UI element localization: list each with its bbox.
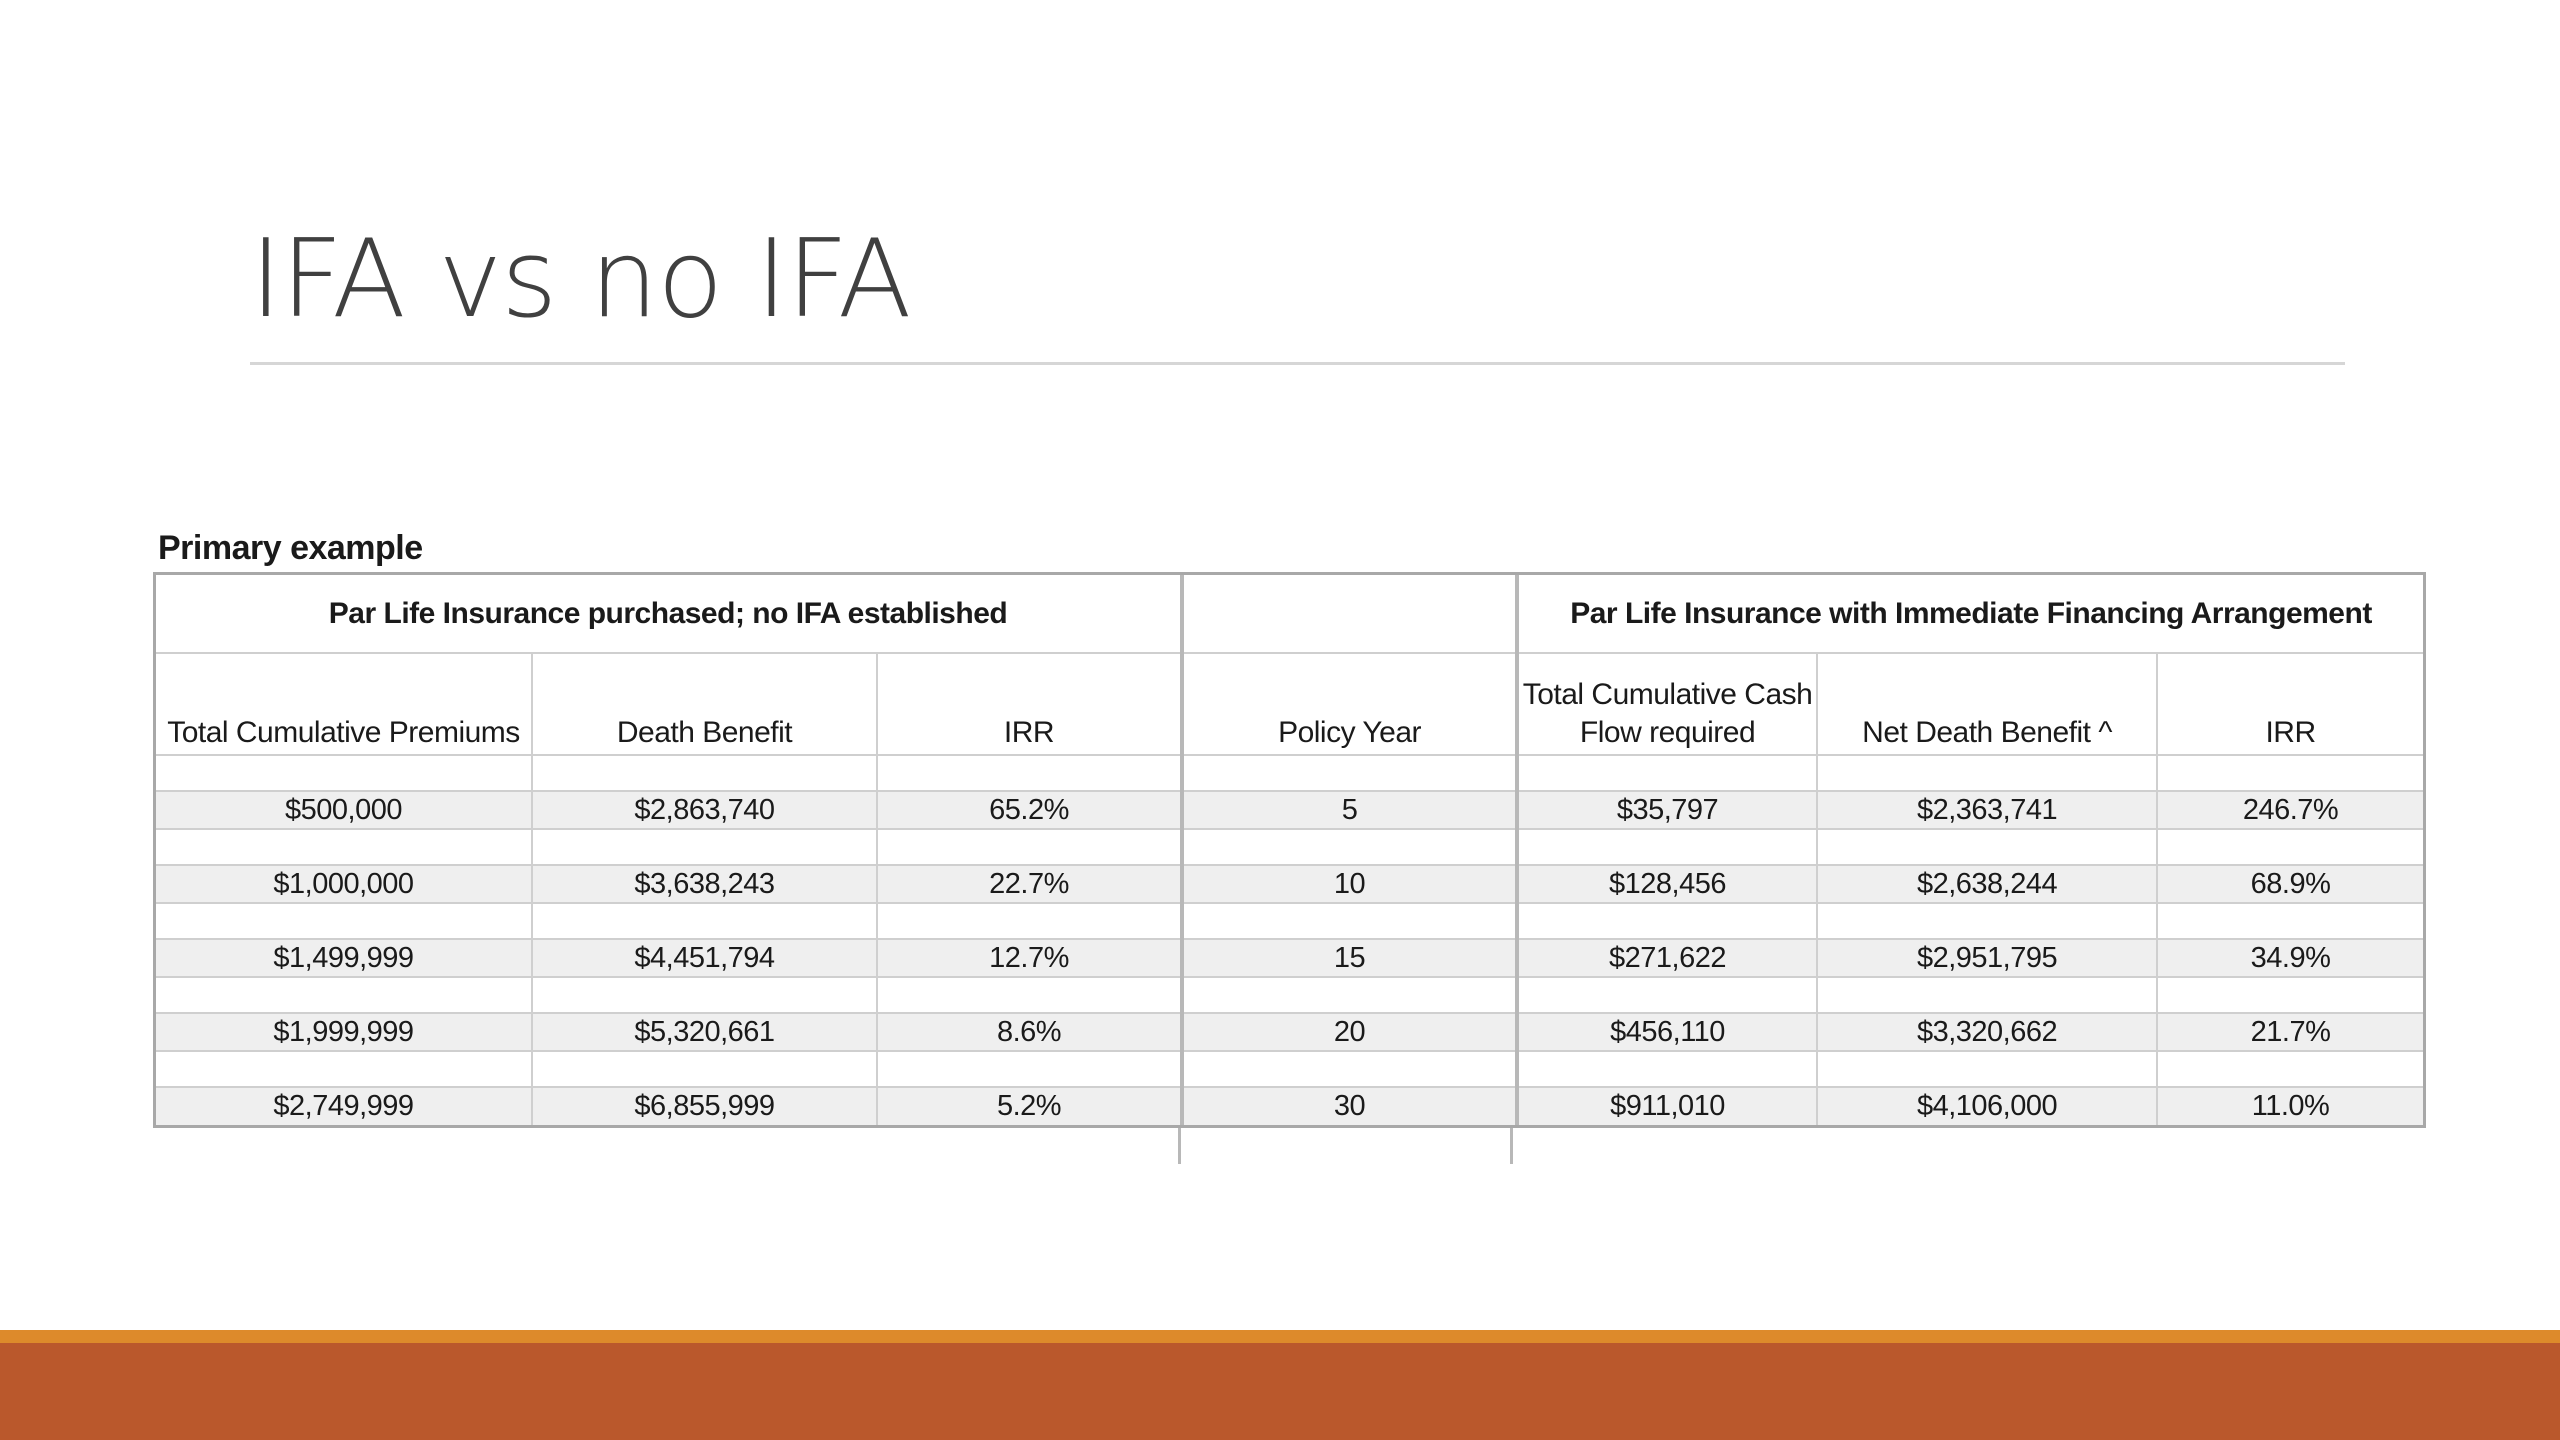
- cell-irr-no-ifa: 8.6%: [877, 1013, 1182, 1051]
- cell-premiums: $1,499,999: [156, 939, 532, 977]
- cell-irr-no-ifa: 12.7%: [877, 939, 1182, 977]
- cell-irr-no-ifa: 5.2%: [877, 1087, 1182, 1125]
- cell-death-benefit: $2,863,740: [532, 791, 877, 829]
- cell-cash-flow: $456,110: [1517, 1013, 1817, 1051]
- column-header-row: [156, 653, 2423, 755]
- col-header-death-benefit: Death Benefit: [532, 653, 877, 755]
- footer-band: [0, 1343, 2560, 1440]
- cell-premiums: $1,000,000: [156, 865, 532, 903]
- spacer-row: [156, 1051, 2423, 1087]
- cell-irr-ifa: 34.9%: [2157, 939, 2423, 977]
- slide-title: IFA vs no IFA: [250, 217, 911, 342]
- table-row: [156, 1013, 2423, 1051]
- example-label: Primary example: [158, 529, 423, 567]
- cell-cash-flow: $35,797: [1517, 791, 1817, 829]
- cell-net-death-benefit: $2,638,244: [1817, 865, 2157, 903]
- cell-irr-ifa: 246.7%: [2157, 791, 2423, 829]
- col-header-total-cumulative-cash-flow: Total Cumulative Cash Flow required: [1517, 653, 1817, 755]
- cell-net-death-benefit: $2,951,795: [1817, 939, 2157, 977]
- cell-death-benefit: $5,320,661: [532, 1013, 877, 1051]
- cell-policy-year: 10: [1182, 865, 1517, 903]
- col-header-net-death-benefit: Net Death Benefit ^: [1817, 653, 2157, 755]
- cell-irr-ifa: 68.9%: [2157, 865, 2423, 903]
- cell-net-death-benefit: $3,320,662: [1817, 1013, 2157, 1051]
- group-header-no-ifa: Par Life Insurance purchased; no IFA established: [156, 575, 1182, 653]
- cell-policy-year: 5: [1182, 791, 1517, 829]
- spacer-row: [156, 755, 2423, 791]
- cell-death-benefit: $3,638,243: [532, 865, 877, 903]
- cell-policy-year: 20: [1182, 1013, 1517, 1051]
- group-header-ifa: Par Life Insurance with Immediate Financing Arrangement: [1517, 575, 2423, 653]
- spacer-row: [156, 977, 2423, 1013]
- col-header-policy-year: Policy Year: [1182, 653, 1517, 755]
- cell-net-death-benefit: $2,363,741: [1817, 791, 2157, 829]
- table-row: [156, 865, 2423, 903]
- cell-death-benefit: $4,451,794: [532, 939, 877, 977]
- cell-premiums: $2,749,999: [156, 1087, 532, 1125]
- cell-cash-flow: $271,622: [1517, 939, 1817, 977]
- col-header-irr-no-ifa: IRR: [877, 653, 1182, 755]
- footer-accent-stripe: [0, 1330, 2560, 1343]
- cell-irr-no-ifa: 22.7%: [877, 865, 1182, 903]
- spacer-row: [156, 829, 2423, 865]
- cell-irr-no-ifa: 65.2%: [877, 791, 1182, 829]
- cell-premiums: $1,999,999: [156, 1013, 532, 1051]
- cell-net-death-benefit: $4,106,000: [1817, 1087, 2157, 1125]
- cell-premiums: $500,000: [156, 791, 532, 829]
- col-header-total-cumulative-premiums: Total Cumulative Premiums: [156, 653, 532, 755]
- cell-irr-ifa: 11.0%: [2157, 1087, 2423, 1125]
- cell-policy-year: 30: [1182, 1087, 1517, 1125]
- cell-cash-flow: $911,010: [1517, 1087, 1817, 1125]
- comparison-table: [153, 572, 2426, 1128]
- table-row: [156, 791, 2423, 829]
- title-divider: [250, 362, 2345, 365]
- cell-irr-ifa: 21.7%: [2157, 1013, 2423, 1051]
- table-row: [156, 939, 2423, 977]
- group-header-middle: [1182, 575, 1517, 653]
- spacer-row: [156, 903, 2423, 939]
- group-header-row: [156, 575, 2423, 653]
- cell-cash-flow: $128,456: [1517, 865, 1817, 903]
- data-table: [156, 575, 2423, 1125]
- col-header-irr-ifa: IRR: [2157, 653, 2423, 755]
- table-row: [156, 1087, 2423, 1125]
- policy-year-column-extension: [1178, 1128, 1513, 1164]
- cell-death-benefit: $6,855,999: [532, 1087, 877, 1125]
- cell-policy-year: 15: [1182, 939, 1517, 977]
